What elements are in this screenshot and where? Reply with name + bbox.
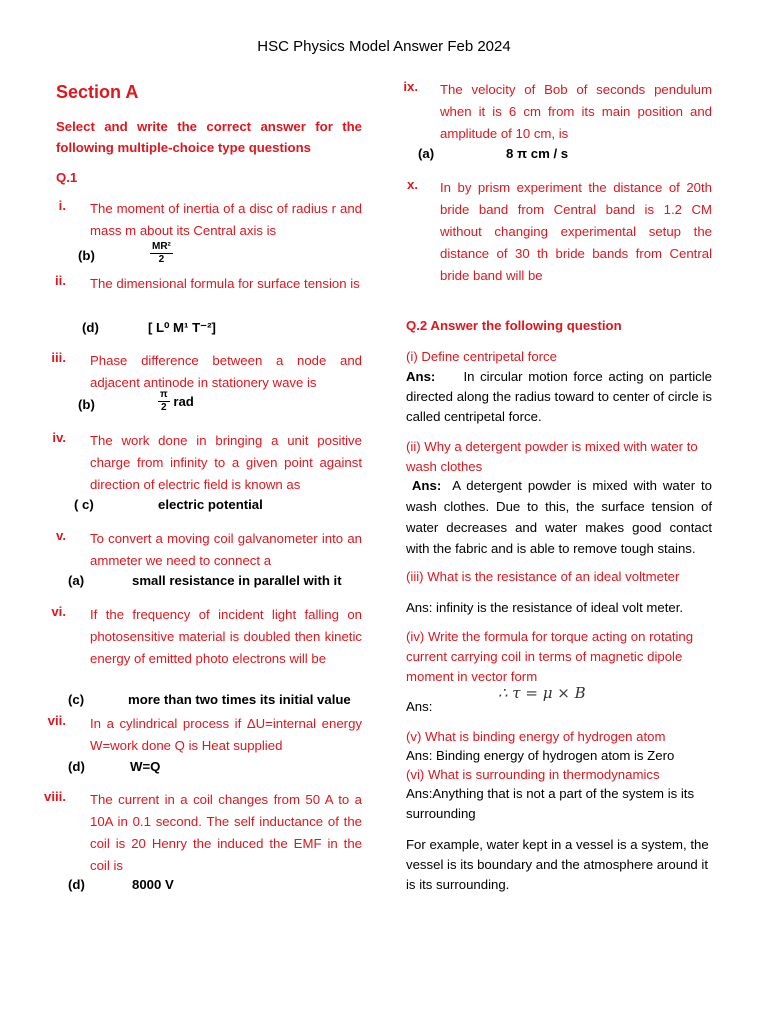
q2-question: (vi) What is surrounding in thermodynamics [406, 767, 660, 782]
question-text: To convert a moving coil galvanometer into an ammeter we need to connect a [90, 531, 362, 568]
question-number: i. [58, 198, 66, 213]
answer-value: small resistance in parallel with it [132, 573, 342, 588]
question-text: The velocity of Bob of seconds pendulum when it is 6 cm from its main position and amplitude of 10 cm, is [440, 82, 712, 141]
q2-question: (i) Define centripetal force [406, 349, 557, 364]
question-number: iv. [52, 430, 66, 445]
torque-formula: ∴ τ = μ × B [498, 684, 586, 702]
fraction-denominator: 2 [158, 254, 165, 265]
question-number: ii. [55, 273, 66, 288]
fraction-numerator: MR² [152, 241, 171, 252]
q2-question: (v) What is binding energy of hydrogen atom [406, 729, 666, 744]
question-text: The work done in bringing a unit positive charge from infinity to a given point against direction of electric field is known as [90, 433, 362, 492]
question-text: The moment of inertia of a disc of radius r and mass m about its Central axis is [90, 201, 362, 238]
question-text: The current in a coil changes from 50 A to a 10A in 0.1 second. The self inductance of the coil is 20 Henry the induced the EMF in the coil is [90, 792, 362, 873]
answer-option: (b) [78, 397, 95, 412]
section-title: Section A [56, 82, 139, 102]
q2-question: (ii) Why a detergent powder is mixed with water to wash clothes [406, 439, 698, 474]
question-number: x. [407, 177, 418, 192]
fraction-numerator: π [160, 389, 168, 400]
q2-question: (iv) Write the formula for torque acting on rotating current carrying coil in terms of magnetic dipole moment in vector form [406, 629, 694, 684]
question-number: vii. [47, 713, 66, 728]
answer-value: electric potential [158, 497, 263, 512]
ans-text: A detergent powder is mixed with water to wash clothes. Due to this, the surface tension of water decreases and water makes good contact with the fabric and is able to remove tough stains. [406, 478, 712, 556]
answer-value: W=Q [130, 759, 161, 774]
answer-value: 8000 V [132, 877, 174, 892]
instruction-text: Select and write the correct answer for the following multiple-choice type questions [56, 119, 362, 155]
question-number: v. [55, 528, 66, 543]
answer-option: ( c) [74, 497, 94, 512]
q1-label: Q.1 [56, 170, 78, 185]
answer-value: 8 π cm / s [506, 146, 569, 161]
q2-answer: Ans:Anything that is not a part of the system is its surrounding [406, 786, 695, 821]
answer-unit: rad [173, 394, 194, 409]
q2-heading: Q.2 Answer the following question [406, 318, 622, 333]
ans-label: Ans: [411, 478, 442, 493]
answer-option: (d) [68, 759, 85, 774]
answer-value: [ L⁰ M¹ T⁻²] [148, 320, 216, 335]
answer-value [158, 389, 194, 414]
q2-extra: For example, water kept in a vessel is a system, the vessel is its boundary and the atmosphere around it is its surrounding. [406, 837, 709, 892]
fraction-denominator: 2 [161, 402, 167, 413]
question-number: iii. [51, 350, 66, 365]
answer-option: (c) [68, 692, 85, 707]
question-number: ix. [403, 79, 418, 94]
q2-answer [406, 475, 712, 559]
answer-value [150, 241, 173, 266]
document-title: HSC Physics Model Answer Feb 2024 [257, 38, 511, 55]
q2-answer: Ans: Binding energy of hydrogen atom is Zero [406, 748, 675, 763]
answer-option: (a) [68, 573, 85, 588]
question-text: In a cylindrical process if ΔU=internal energy W=work done Q is Heat supplied [90, 716, 362, 753]
q2-question: (iii) What is the resistance of an ideal voltmeter [406, 569, 680, 584]
q2-answer [406, 367, 712, 427]
question-text: Phase difference between a node and adjacent antinode in stationery wave is [90, 353, 362, 390]
answer-option: (b) [78, 248, 95, 263]
ans-label: Ans: [406, 369, 436, 384]
question-text: If the frequency of incident light falling on photosensitive material is doubled then kinetic energy of emitted photo electrons will be [90, 607, 362, 666]
answer-option: (d) [82, 320, 99, 335]
question-number: viii. [44, 789, 66, 804]
answer-value: more than two times its initial value [128, 692, 351, 707]
ans-text: In circular motion force acting on particle directed along the radius toward to center of circle is called centripetal force. [406, 369, 712, 424]
question-text: The dimensional formula for surface tension is [90, 276, 360, 291]
question-number: vi. [51, 604, 66, 619]
answer-option: (d) [68, 877, 85, 892]
ans-label: Ans: [406, 699, 433, 714]
question-text: In by prism experiment the distance of 20th bride band from Central band is 1.2 CM without changing experimental setup the distance of 30 th bride bands from Central bride band will be [440, 180, 712, 283]
answer-option: (a) [418, 146, 435, 161]
q2-answer: Ans: infinity is the resistance of ideal volt meter. [406, 600, 684, 615]
